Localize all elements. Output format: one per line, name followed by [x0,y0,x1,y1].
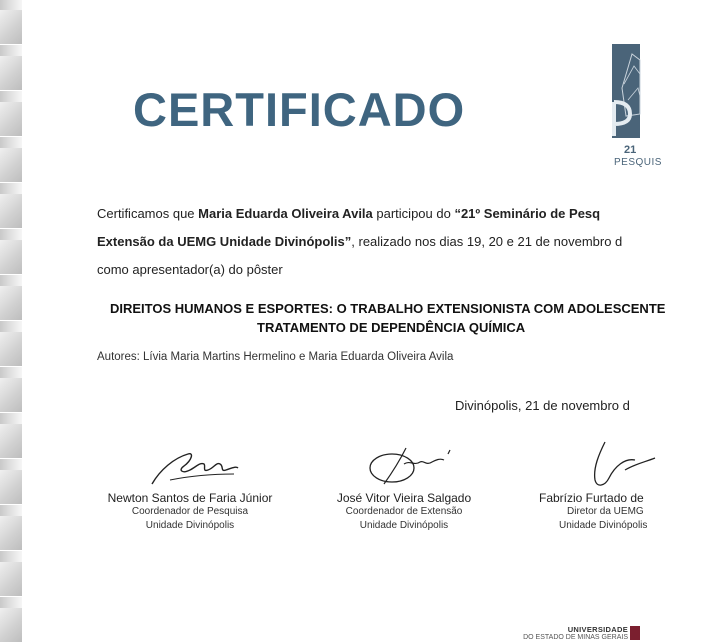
signature-3 [565,440,675,490]
certificate-body [97,200,697,284]
body-line-2: Extensão da UEMG Unidade Divinópolis”, realizado nos dias 19, 20 e 21 de novembro d [97,234,623,249]
signature-block-2 [304,440,504,533]
signer-1-name: Newton Santos de Faria Júnior [107,491,273,505]
logo-subtitle: PESQUIS [614,157,662,168]
signer-2-role: Coordenador de Extensão [345,506,463,517]
signature-block-3 [525,440,665,533]
event-name-continued: Extensão da UEMG Unidade Divinópolis” [97,234,352,249]
globe-icon [612,44,640,138]
body-line-1: Certificamos que Maria Eduarda Oliveira Avila participou do “21º Seminário de Pesq [97,206,601,221]
uemg-wordmark [520,626,628,642]
signer-3-name: Fabrízio Furtado de [539,491,644,505]
logo-edition: 21 [624,144,637,156]
body-line-3: como apresentador(a) do pôster [97,262,283,277]
poster-title-line-1: DIREITOS HUMANOS E ESPORTES: O TRABALHO EXTENSIONISTA COM ADOLESCENTE [110,301,666,316]
event-name: “21º Seminário de Pesq [454,206,601,221]
issue-date: Divinópolis, 21 de novembro d [455,398,630,413]
seminar-logo [612,44,640,138]
signer-2-name: José Vitor Vieira Salgado [336,491,472,505]
signer-1-unit: Unidade Divinópolis [145,520,235,531]
signer-3-role: Diretor da UEMG [567,506,644,517]
uemg-university: UNIVERSIDADE [567,625,628,634]
authors-label: Autores: [97,351,140,363]
signature-1 [130,440,250,490]
signer-1-role: Coordenador de Pesquisa [131,506,249,517]
signature-block-1 [90,440,290,533]
participant-name: Maria Eduarda Oliveira Avila [198,206,373,221]
signer-2-unit: Unidade Divinópolis [359,520,449,531]
poster-title [97,299,717,337]
signer-3-unit: Unidade Divinópolis [559,520,648,531]
signature-2 [344,440,464,490]
uemg-logo-mark [630,626,640,640]
authors [97,351,453,363]
uemg-state: DO ESTADO DE MINAS GERAIS [523,634,628,641]
decorative-side-strip [0,0,22,640]
poster-title-line-2: TRATAMENTO DE DEPENDÊNCIA QUÍMICA [257,320,526,335]
authors-names: Lívia Maria Martins Hermelino e Maria Eduarda Oliveira Avila [143,351,454,363]
certificate-title: CERTIFICADO [133,83,466,136]
